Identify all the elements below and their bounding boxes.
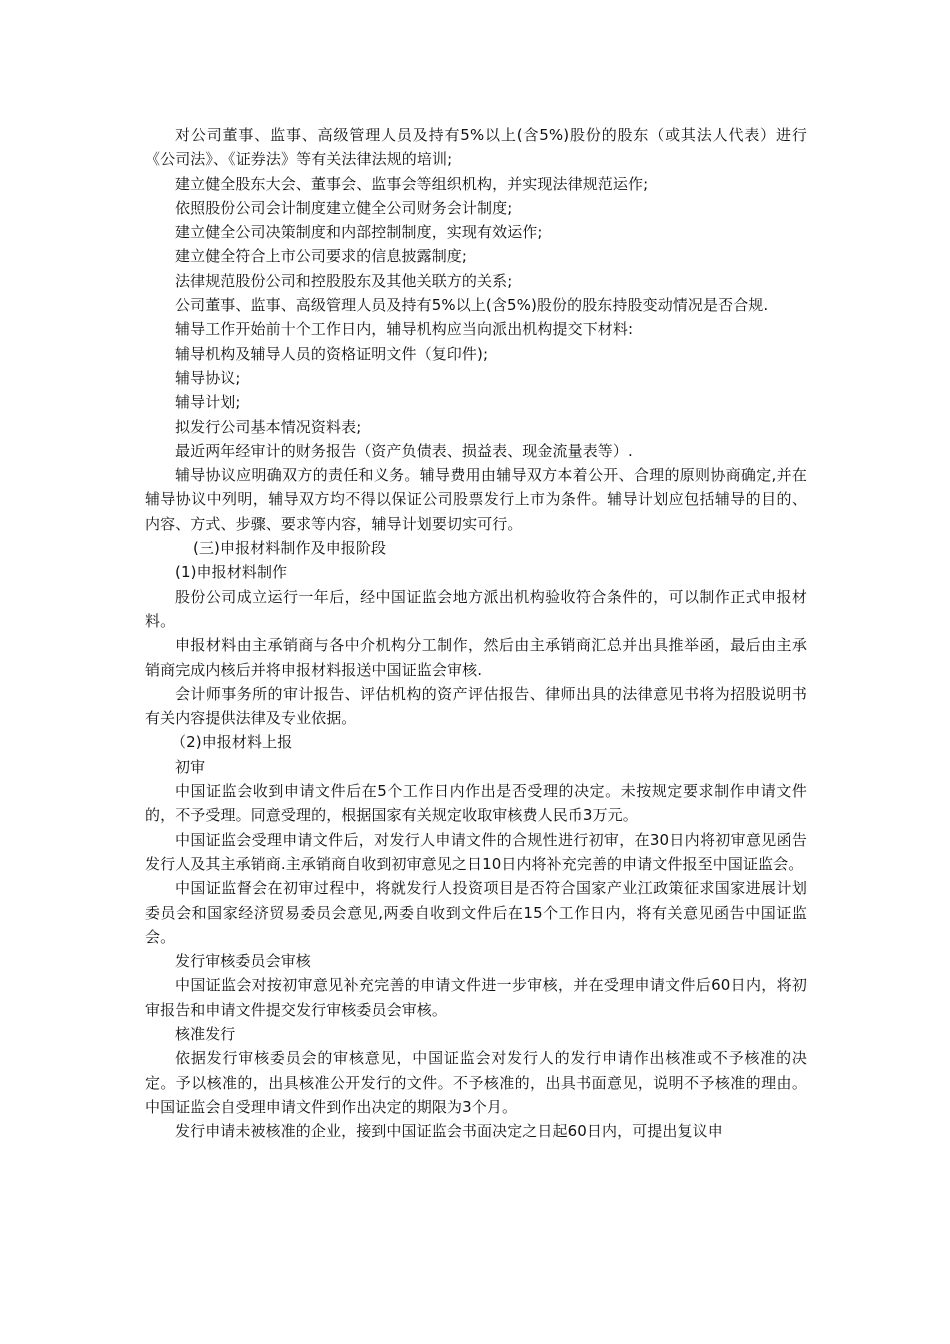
paragraph-review-3: 中国证监督会在初审过程中，将就发行人投资项目是否符合国家产业江政策征求国家进展计划委员会和国家经济贸易委员会意见,两委自收到文件后在15个工作日内，将有关意见函告中国证监会。 (145, 879, 807, 946)
paragraph-governance: 建立健全股东大会、董事会、监事会等组织机构，并实现法律规范运作; (175, 174, 649, 193)
paragraph-related-parties: 法律规范股份公司和控股股东及其他关联方的关系; (175, 271, 513, 290)
subheading-preparation: (1)申报材料制作 (175, 563, 288, 582)
subheading-initial-review: 初审 (175, 757, 206, 776)
paragraph-training: 对公司董事、监事、高级管理人员及持有5%以上(含5%)股份的股东（或其法人代表）进行《公司法》、《证券法》等有关法律法规的培训; (145, 126, 807, 169)
paragraph-preparation-2: 申报材料由主承销商与各中介机构分工制作，然后由主承销商汇总并出具推举函，最后由主承销商完成内核后并将申报材料报送中国证监会审核. (145, 636, 807, 679)
paragraph-committee-review: 中国证监会对按初审意见补充完善的申请文件进一步审核，并在受理申请文件后60日内，将初审报告和申请文件提交发行审核委员会审核。 (145, 976, 807, 1019)
paragraph-agreement: 辅导协议; (175, 368, 241, 387)
paragraph-agreement-details: 辅导协议应明确双方的责任和义务。辅导费用由辅导双方本着公开、合理的原则协商确定,并在辅导协议中列明，辅导双方均不得以保证公司股票发行上市为条件。辅导计划应包括辅导的目的、内容、方式、步骤、要求等内容，辅导计划要切实可行。 (145, 466, 807, 533)
paragraph-accounting: 依照股份公司会计制度建立健全公司财务会计制度; (175, 198, 513, 217)
paragraph-disclosure: 建立健全符合上市公司要求的信息披露制度; (175, 247, 468, 266)
subheading-committee-review: 发行审核委员会审核 (175, 952, 311, 971)
paragraph-review-1: 中国证监会收到申请文件后在5个工作日内作出是否受理的决定。未按规定要求制作申请文件的，不予受理。同意受理的，根据国家有关规定收取审核费人民币3万元。 (145, 782, 807, 825)
paragraph-preparation-1: 股份公司成立运行一年后，经中国证监会地方派出机构验收符合条件的，可以制作正式申报材料。 (145, 587, 807, 630)
document-body (145, 123, 807, 1143)
paragraph-qualification: 辅导机构及辅导人员的资格证明文件（复印件); (175, 344, 489, 363)
paragraph-reconsideration: 发行申请未被核准的企业，接到中国证监会书面决定之日起60日内，可提出复议申 (175, 1122, 723, 1141)
paragraph-decision: 建立健全公司决策制度和内部控制制度，实现有效运作; (175, 223, 543, 242)
section-heading-3: (三)申报材料制作及申报阶段 (193, 539, 387, 558)
subheading-submission: （2)申报材料上报 (171, 733, 293, 752)
paragraph-financial-report: 最近两年经审计的财务报告（资产负债表、损益表、现金流量表等）. (175, 441, 633, 460)
paragraph-preparation-3: 会计师事务所的审计报告、评估机构的资产评估报告、律师出具的法律意见书将为招股说明书有关内容提供法律及专业依据。 (145, 684, 807, 728)
paragraph-holding-changes: 公司董事、监事、高级管理人员及持有5%以上(含5%)股份的股东持股变动情况是否合规. (175, 296, 769, 315)
paragraph-submission-intro: 辅导工作开始前十个工作日内，辅导机构应当向派出机构提交下材料: (175, 320, 634, 339)
paragraph-review-2: 中国证监会受理申请文件后，对发行人申请文件的合规性进行初审，在30日内将初审意见函告发行人及其主承销商.主承销商自收到初审意见之日10日内将补充完善的申请文件报至中国证监会。 (145, 830, 807, 873)
paragraph-plan: 辅导计划; (175, 393, 241, 412)
paragraph-approval: 依据发行审核委员会的审核意见，中国证监会对发行人的发行申请作出核准或不予核准的决定。予以核准的，出具核准公开发行的文件。不予核准的，出具书面意见，说明不予核准的理由。中国证监会自受理申请文件到作出决定的期限为3个月。 (145, 1049, 807, 1116)
subheading-approval: 核准发行 (175, 1024, 236, 1043)
paragraph-basic-info: 拟发行公司基本情况资料表; (175, 417, 362, 436)
